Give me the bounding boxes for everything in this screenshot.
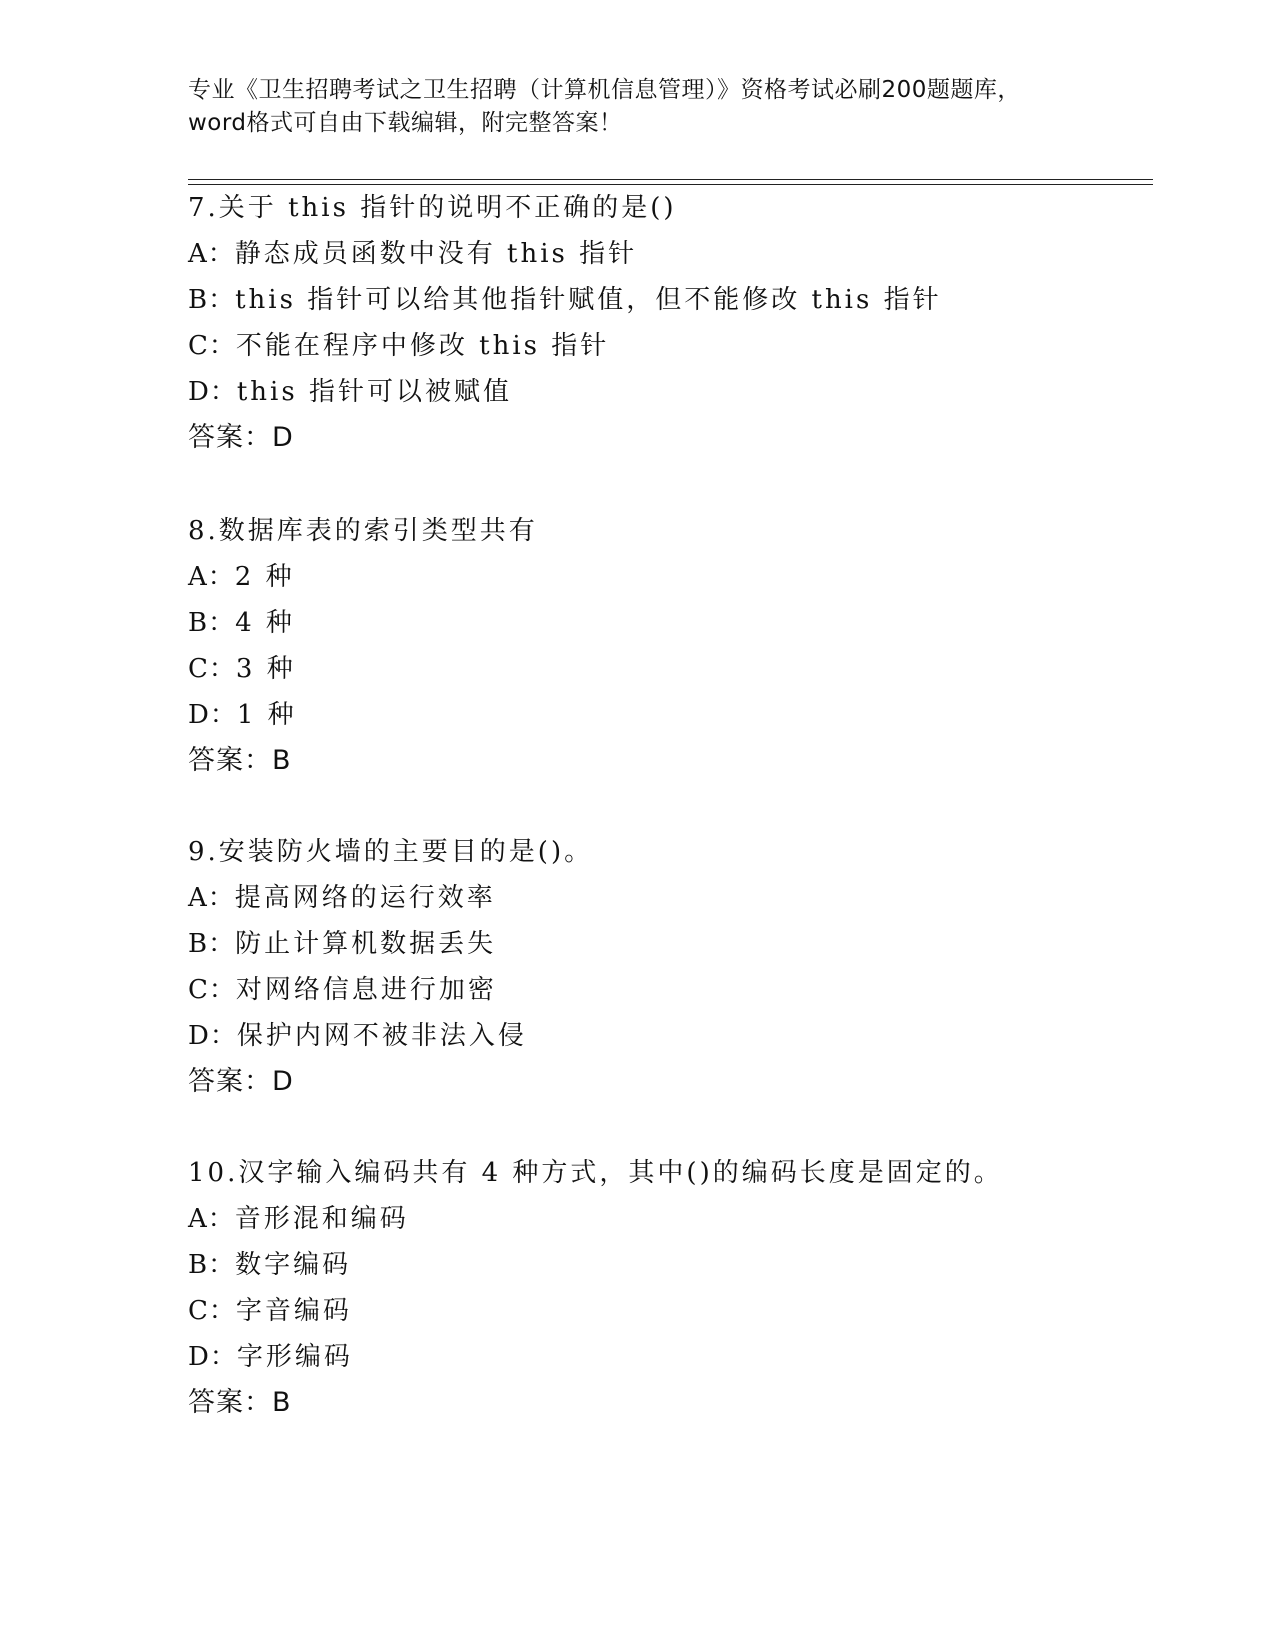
option-text: 静态成员函数中没有 this 指针: [234, 239, 638, 269]
option-text: 提高网络的运行效率: [234, 883, 496, 913]
option-d: [188, 1334, 1148, 1380]
option-c: [188, 323, 1148, 369]
question-stem: 9.安装防火墙的主要目的是()。: [188, 837, 594, 867]
answer-line: 答案：D: [188, 1066, 294, 1097]
option-c: [188, 967, 1148, 1013]
option-text: this 指针可以给其他指针赋值，但不能修改 this 指针: [235, 285, 942, 315]
option-d: [188, 692, 1148, 738]
header-line-1: 专业《卫生招聘考试之卫生招聘（计算机信息管理）》资格考试必刷200题题库，: [188, 77, 1021, 103]
document-header: [188, 74, 1088, 140]
question-stem: 8.数据库表的索引类型共有: [188, 516, 538, 546]
option-text: 不能在程序中修改 this 指针: [235, 331, 610, 361]
option-text: 字形编码: [236, 1342, 353, 1372]
option-c: [188, 646, 1148, 692]
option-letter: C：: [188, 654, 236, 684]
option-text: 4 种: [235, 608, 295, 638]
question-stem: 7.关于 this 指针的说明不正确的是(): [188, 193, 677, 223]
option-letter: C：: [188, 1296, 236, 1326]
question-block: [188, 185, 1148, 461]
option-text: this 指针可以被赋值: [236, 377, 512, 407]
option-text: 字音编码: [235, 1296, 352, 1326]
option-d: [188, 1013, 1148, 1059]
option-letter: D：: [188, 1342, 237, 1372]
option-letter: D：: [188, 377, 237, 407]
option-text: 对网络信息进行加密: [235, 975, 497, 1005]
option-b: [188, 1242, 1148, 1288]
option-a: [188, 875, 1148, 921]
question-block: [188, 829, 1148, 1105]
answer-line: 答案：B: [188, 1387, 292, 1418]
option-b: [188, 600, 1148, 646]
answer-line: 答案：B: [188, 745, 292, 776]
option-text: 2 种: [234, 562, 295, 592]
option-text: 保护内网不被非法入侵: [236, 1021, 527, 1051]
option-letter: D：: [188, 1021, 237, 1051]
option-letter: A：: [188, 1204, 235, 1234]
option-a: [188, 1196, 1148, 1242]
option-letter: A：: [188, 883, 235, 913]
option-a: [188, 554, 1148, 600]
option-text: 防止计算机数据丢失: [235, 929, 497, 959]
option-d: [188, 369, 1148, 415]
option-letter: C：: [188, 331, 236, 361]
option-text: 音形混和编码: [234, 1204, 409, 1234]
option-b: [188, 921, 1148, 967]
header-divider-top: [188, 179, 1153, 180]
option-b: [188, 277, 1148, 323]
option-a: [188, 231, 1148, 277]
option-text: 1 种: [236, 700, 297, 730]
header-line-2: word格式可自由下载编辑，附完整答案！: [188, 110, 623, 136]
option-letter: C：: [188, 975, 236, 1005]
question-block: [188, 508, 1148, 784]
option-letter: A：: [188, 239, 235, 269]
option-letter: B：: [188, 285, 236, 315]
option-letter: D：: [188, 700, 237, 730]
option-text: 数字编码: [235, 1250, 352, 1280]
option-letter: B：: [188, 608, 236, 638]
option-text: 3 种: [235, 654, 296, 684]
question-stem: 10.汉字输入编码共有 4 种方式，其中()的编码长度是固定的。: [188, 1158, 1003, 1188]
answer-line: 答案：D: [188, 422, 294, 453]
option-letter: A：: [188, 562, 235, 592]
option-c: [188, 1288, 1148, 1334]
option-letter: B：: [188, 929, 236, 959]
option-letter: B：: [188, 1250, 236, 1280]
question-block: [188, 1150, 1148, 1426]
